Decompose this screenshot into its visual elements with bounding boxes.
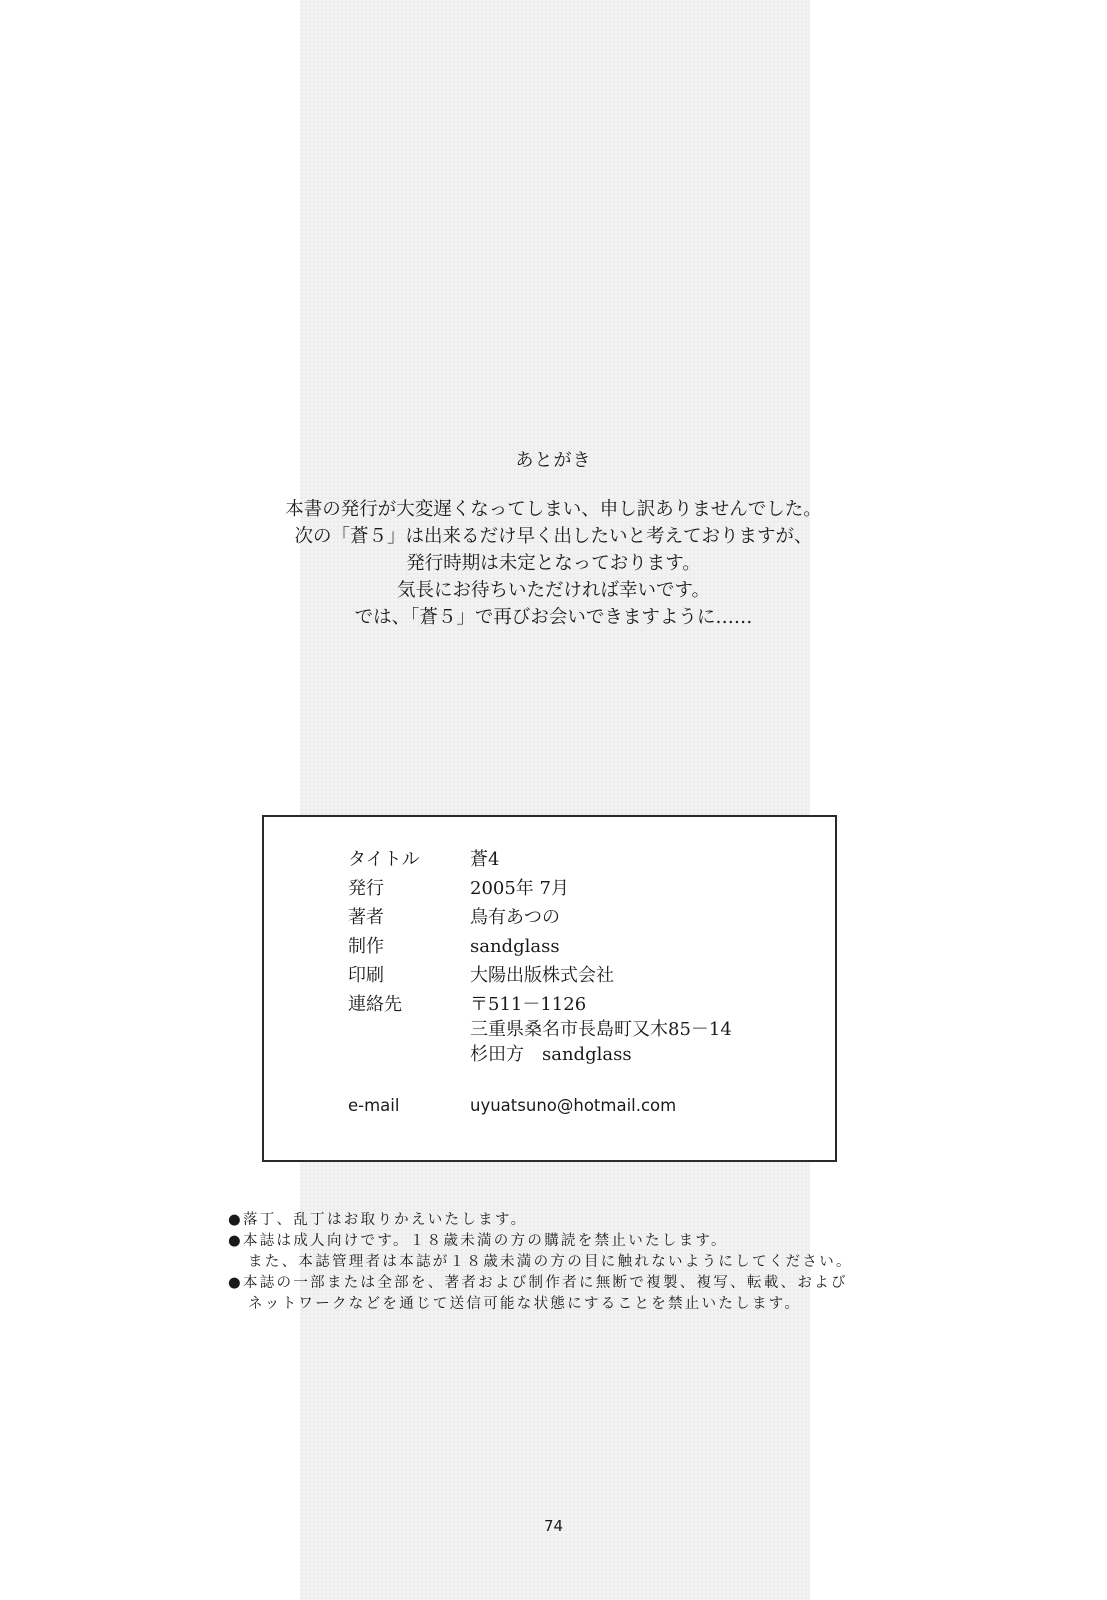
afterword-line: 発行時期は未定となっております。	[406, 553, 701, 574]
note-line: ●本誌の一部または全部を、著者および制作者に無断で複製、複写、転載、および	[228, 1275, 848, 1291]
colophon-author-value: 鳥有あつの	[470, 907, 560, 928]
colophon-issued-value: 2005年 7月	[470, 878, 569, 899]
note-line: ●本誌は成人向けです。１８歳未満の方の購読を禁止いたします。	[228, 1233, 728, 1249]
note-line: また、本誌管理者は本誌が１８歳未満の方の目に触れないようにしてください。	[248, 1254, 853, 1270]
colophon-row-printing	[348, 963, 614, 988]
afterword-body	[0, 496, 1107, 631]
colophon-production-value: sandglass	[470, 936, 560, 957]
contact-address: 三重県桑名市長島町又木85－14	[470, 1019, 732, 1040]
afterword-line: 気長にお待ちいただければ幸いです。	[396, 580, 711, 601]
colophon-title-value: 蒼4	[470, 849, 500, 870]
colophon-label: e-mail	[348, 1096, 400, 1115]
colophon-contact-value	[470, 992, 732, 1067]
contact-name: 杉田方 sandglass	[470, 1044, 632, 1065]
colophon-row-email	[348, 1093, 676, 1118]
colophon-row-production	[348, 934, 560, 959]
colophon-row-contact	[348, 992, 732, 1067]
colophon-label: 発行	[348, 878, 384, 899]
colophon-row-author	[348, 905, 560, 930]
afterword-line: 次の「蒼５」は出来るだけ早く出したいと考えておりますが、	[294, 526, 813, 547]
colophon-label: 印刷	[348, 965, 384, 986]
note-line: ネットワークなどを通じて送信可能な状態にすることを禁止いたします。	[248, 1296, 802, 1312]
colophon-label: 制作	[348, 936, 384, 957]
colophon-label: 著者	[348, 907, 384, 928]
colophon-row-issued	[348, 876, 569, 901]
colophon-row-title	[348, 847, 499, 872]
colophon-printing-value: 大陽出版株式会社	[470, 965, 614, 986]
colophon-label: タイトル	[348, 849, 420, 870]
colophon-box	[262, 815, 837, 1162]
afterword-heading: あとがき	[515, 450, 592, 471]
colophon-label: 連絡先	[348, 994, 402, 1015]
note-line: ●落丁、乱丁はお取りかえいたします。	[228, 1212, 528, 1228]
legal-notes	[228, 1210, 853, 1315]
contact-postal-code: 〒511－1126	[470, 994, 587, 1015]
afterword-line: では、「蒼５」で再びお会いできますように……	[354, 607, 753, 628]
afterword-line: 本書の発行が大変遅くなってしまい、申し訳ありませんでした。	[285, 499, 822, 520]
colophon-email-value: uyuatsuno@hotmail.com	[470, 1096, 677, 1115]
page-number: 74	[543, 1517, 564, 1535]
halftone-background-band	[300, 0, 810, 1600]
